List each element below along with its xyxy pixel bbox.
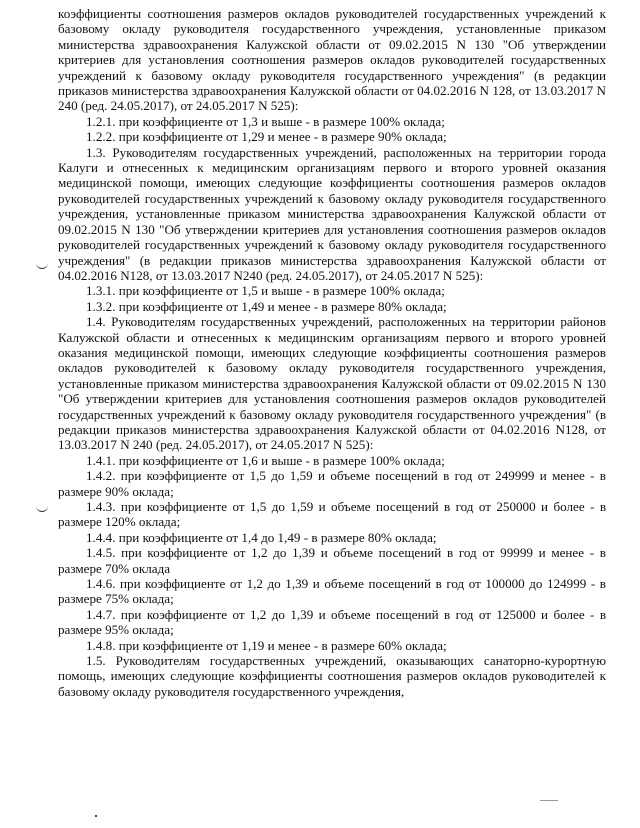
item-1-4-8: 1.4.8. при коэффициенте от 1,19 и менее - в размере 60% оклада; <box>86 637 447 653</box>
paragraph-intro: коэффициенты соотношения размеров окладов руководителей государственных учреждений к базовому окладу руководителя государственного учреждения, установленные приказом министерства здравоохранения Калужской области от 09.02.2015 N 130 "Об утверждении критериев для установления соотношения размеров окладов руководителей государственных учреждений к базовому окладу руководителя государственного учреждения" (в редакции приказов министерства здравоохранения Калужской области от 04.02.2016 N 128, от 13.03.2017 N 240 (ред. 24.05.2017), от 24.05.2017 N 525): <box>58 6 606 114</box>
item-1-3-1: 1.3.1. при коэффициенте от 1,5 и выше - в размере 100% оклада; <box>86 283 445 299</box>
item-1-4-7: 1.4.7. при коэффициенте от 1,2 до 1,39 и объеме посещений в год от 125000 и более - в размере 95% оклада; <box>58 606 606 638</box>
item-1-2-2: 1.2.2. при коэффициенте от 1,29 и менее - в размере 90% оклада; <box>86 129 447 145</box>
item-1-2-1: 1.2.1. при коэффициенте от 1,3 и выше - в размере 100% оклада; <box>86 113 445 129</box>
item-1-4-5: 1.4.5. при коэффициенте от 1,2 до 1,39 и объеме посещений в год от 99999 и менее - в размере 70% оклада <box>58 545 606 576</box>
item-1-4-6: 1.4.6. при коэффициенте от 1,2 до 1,39 и объеме посещений в год от 100000 до 124999 - в размере 75% оклада; <box>58 576 606 607</box>
item-1-4-2: 1.4.2. при коэффициенте от 1,5 до 1,59 и объеме посещений в год от 249999 и менее - в размере 90% оклада; <box>58 468 606 499</box>
scan-speck <box>540 800 558 801</box>
item-1-4: 1.4. Руководителям государственных учреждений, расположенных на территории районов Калужской области и отнесенных к медицинским организациям первого и второго уровней оказания медицинской помощи, имеющих следующие коэффициенты соотношения размеров окладов руководителей к базовому окладу руководителя государственного учреждения, установленные приказом министерства здравоохранения Калужской области от 09.02.2015 N 130 "Об утверждении критериев для установления соотношения размеров окладов руководителей государственных учреждений к базовому окладу руководителя государственного учреждения" (в редакции приказов министерства здравоохранения Калужской области от 04.02.2016 N128, от 13.03.2017 N 240 (ред. 24.05.2017), от 24.05.2017 N 525): <box>58 314 606 453</box>
item-1-4-1: 1.4.1. при коэффициенте от 1,6 и выше - в размере 100% оклада; <box>86 452 445 468</box>
document-body <box>58 6 606 699</box>
margin-mark <box>36 262 48 269</box>
item-1-4-4: 1.4.4. при коэффициенте от 1,4 до 1,49 - в размере 80% оклада; <box>86 529 437 545</box>
item-1-3-2: 1.3.2. при коэффициенте от 1,49 и менее - в размере 80% оклада; <box>86 298 447 314</box>
scan-speck <box>95 815 97 817</box>
margin-mark <box>36 505 48 512</box>
item-1-5: 1.5. Руководителям государственных учреждений, оказывающих санаторно-курортную помощь, имеющих следующие коэффициенты соотношения размеров окладов руководителей к базовому окладу руководителя государственного учреждения, <box>58 653 606 699</box>
item-1-4-3: 1.4.3. при коэффициенте от 1,5 до 1,59 и объеме посещений в год от 250000 и более - в размере 120% оклада; <box>58 499 606 530</box>
item-1-3: 1.3. Руководителям государственных учреждений, расположенных на территории города Калуги и отнесенных к медицинским организациям первого и второго уровней оказания медицинской помощи, имеющих следующие коэффициенты соотношения размеров окладов руководителей государственных учреждений к базовому окладу руководителя государственного учреждения, установленные приказом министерства здравоохранения Калужской области от 09.02.2015 N 130 "Об утверждении критериев для установления соотношения размеров окладов руководителей государственных учреждений к базовому окладу руководителя государственного учреждения" (в редакции приказов министерства здравоохранения Калужской области от 04.02.2016 N128, от 13.03.2017 N240 (ред. 24.05.2017), от 24.05.2017 N 525): <box>58 144 606 283</box>
